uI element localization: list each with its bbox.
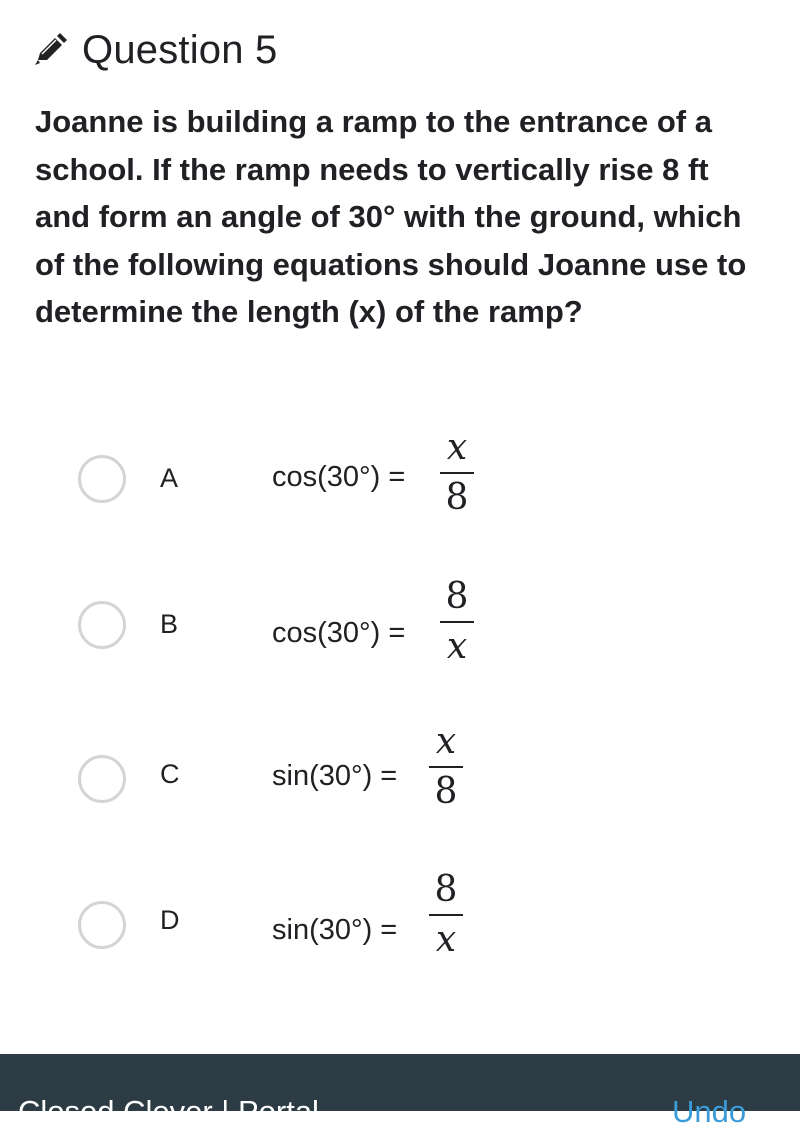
fraction-bar [440, 621, 474, 623]
bottom-bar [0, 1054, 800, 1129]
undo-link[interactable]: Undo [672, 1094, 747, 1129]
fraction-bar [429, 766, 463, 768]
fraction-bar [440, 472, 474, 474]
answer-choice-d[interactable] [0, 852, 800, 1002]
answer-choice-a[interactable] [0, 410, 800, 560]
radio-button-d[interactable] [78, 901, 126, 949]
fraction-numerator: x [446, 427, 468, 468]
fraction-denominator: 8 [445, 477, 469, 518]
question-text: Joanne is building a ramp to the entrance of a school. If the ramp needs to vertically rise 8 ft and form an angle of 30° with the ground, which of the following equations should Joanne use to determine the length (x) of the ramp? [35, 104, 747, 329]
question-header [30, 24, 277, 76]
equation-fraction [433, 577, 481, 667]
radio-button-c[interactable] [78, 755, 126, 803]
fraction-denominator: x [446, 626, 468, 667]
equation-lhs: cos(30°) = [272, 461, 406, 493]
fraction-denominator: 8 [434, 771, 458, 812]
choice-letter: B [160, 609, 179, 639]
choice-letter: D [160, 905, 180, 935]
radio-button-a[interactable] [78, 455, 126, 503]
answer-choice-b[interactable] [0, 556, 800, 706]
pencil-icon [30, 30, 70, 70]
equation-lhs: sin(30°) = [272, 760, 398, 792]
question-title: Question 5 [82, 27, 278, 72]
closed-notification-text: Closed Clever | Portal [18, 1094, 319, 1129]
choice-letter: A [160, 463, 179, 493]
fraction-numerator: 8 [445, 576, 469, 617]
equation-lhs: cos(30°) = [272, 617, 406, 649]
equation-fraction [422, 722, 470, 812]
answer-choice-c[interactable] [0, 706, 800, 856]
radio-button-b[interactable] [78, 601, 126, 649]
equation-fraction [422, 870, 470, 960]
fraction-bar [429, 914, 463, 916]
fraction-denominator: x [435, 919, 457, 960]
equation-lhs: sin(30°) = [272, 914, 398, 946]
equation-fraction [433, 428, 481, 518]
fraction-numerator: x [435, 721, 457, 762]
choice-letter: C [160, 759, 180, 789]
fraction-numerator: 8 [434, 869, 458, 910]
